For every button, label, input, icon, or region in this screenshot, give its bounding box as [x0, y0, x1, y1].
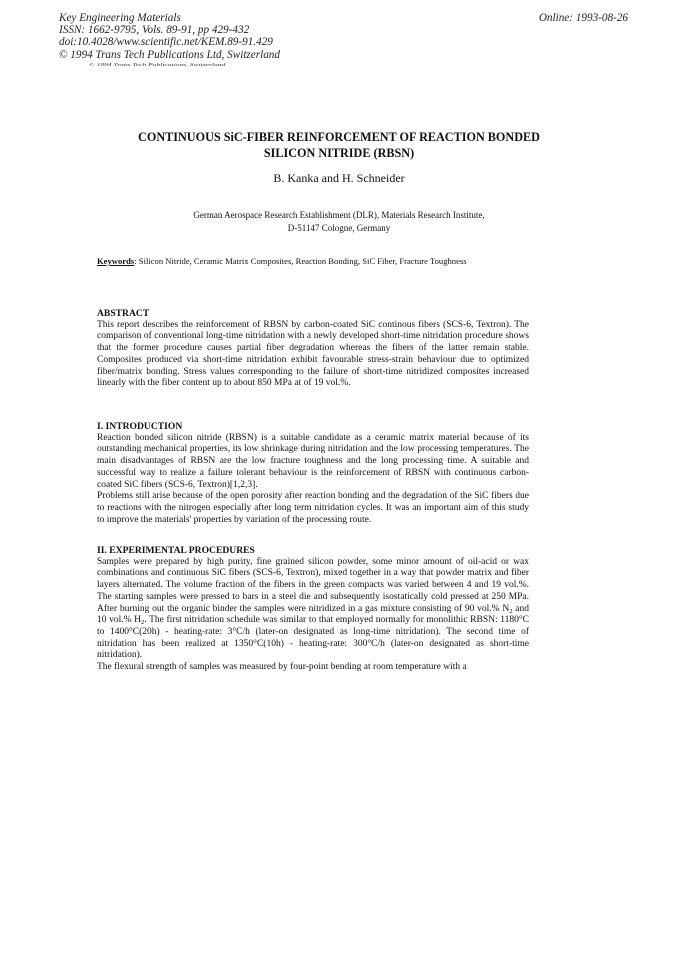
title-line-1: CONTINUOUS SiC-FIBER REINFORCEMENT OF REACTION BONDED — [138, 130, 540, 144]
affiliation-line-1: German Aerospace Research Establishment (DLR), Materials Research Institute, — [193, 210, 485, 220]
affiliation — [0, 209, 678, 235]
online-date: Online: 1993-08-26 — [538, 12, 628, 24]
issn-line: ISSN: 1662-9795, Vols. 89-91, pp 429-432 — [59, 24, 250, 37]
exp-text-c: . The first nitridation schedule was similar to that employed normally for monolithic RBSN: 1180°C to 1400°C(20h) - heating-rate: 3°C/h (later-on designated as long-time nitridation). The second time of nitridation has been realized at 1350°C(10h) - heating-rate: 300°C/h (later-on designated as short-time nitridation). — [97, 615, 530, 661]
abstract-heading: ABSTRACT — [97, 308, 150, 319]
experimental-section — [97, 545, 529, 674]
introduction-paragraph-2: Problems still arise because of the open porosity after reaction bonding and the degradation of the SiC fibers due to reactions with the nitrogen especially after long term nitridation cycles. It was an important aim of this study to improve the materials' properties by variation of the processing route. — [97, 491, 529, 525]
paper-title — [0, 129, 678, 161]
keywords — [97, 256, 467, 266]
exp-text-a: Samples were prepared by high purity, fine grained silicon powder, some minor amount of oil-acid or wax combinations and continuous SiC fibers (SCS-6, Textron), mixed together in a way that powder matrix and fiber layers alternated. The volume fraction of the fibers in the green compacts was varied between 4 and 19 vol.%. The starting samples were pressed to bars in a steel die and subsequently isostatically cold pressed at 250 MPa. After burning out the organic binder the samples were nitridized in a gas mixture consisting of 90 vol.% N — [97, 556, 529, 614]
subscript-h2: 2 — [141, 619, 145, 627]
introduction-section — [97, 421, 529, 526]
affiliation-line-2: D-51147 Cologne, Germany — [287, 223, 391, 233]
journal-name: Key Engineering Materials — [59, 12, 181, 24]
keywords-list: : Silicon Nitride, Ceramic Matrix Composites, Reaction Bonding, SiC Fiber, Fracture Toughness — [134, 256, 467, 266]
journal-header — [59, 12, 280, 61]
experimental-paragraph-1 — [97, 557, 529, 662]
title-line-2: SILICON NITRIDE (RBSN) — [263, 146, 415, 160]
keywords-label: Keywords — [97, 256, 135, 266]
exp-text-b: and 10 vol.% H — [97, 603, 529, 626]
introduction-paragraph-1: Reaction bonded silicon nitride (RBSN) is a suitable candidate as a ceramic matrix material because of its outstanding mechanical properties, its low shrinkage during nitridation and the low processing temperatures. The main disadvantages of RBSN are the low fracture toughness and the long processing time. A suitable and successful way to realize a failure tolerant behaviour is the reinforcement of RBSN with continuous carbon-coated SiC fibers (SCS-6, Textron)[1,2,3]. — [97, 432, 529, 490]
doi-line: doi:10.4028/www.scientific.net/KEM.89-91.429 — [59, 36, 273, 49]
abstract-section — [97, 308, 529, 390]
old-copyright-line: © 1994 Trans Tech Publications, Switzerland — [89, 62, 226, 67]
abstract-text: This report describes the reinforcement of RBSN by carbon-coated SiC continous fibers (SCS-6, Textron). The comparison of conventional long-time nitridation with a newly developed short-time nitridation procedure shows that the former procedure causes partial fiber degradation whereas the fibers of the latter remain stable. Composites produced via short-time nitridation exhibit favourable stress-strain behaviour due to optimized fiber/matrix bonding. Stress values corresponding to the failure of short-time nitridized composites increased linearly with the fiber content up to about 850 MPa at of 19 vol.%. — [97, 319, 529, 389]
authors: B. Kanka and H. Schneider — [273, 171, 405, 185]
introduction-heading: I. INTRODUCTION — [97, 421, 183, 432]
experimental-paragraph-2: The flexural strength of samples was measured by four-point bending at room temperature with a — [97, 662, 467, 673]
copyright-line: © 1994 Trans Tech Publications Ltd, Switzerland — [59, 48, 280, 61]
subscript-n2: 2 — [509, 607, 513, 615]
experimental-heading: II. EXPERIMENTAL PROCEDURES — [97, 545, 255, 556]
